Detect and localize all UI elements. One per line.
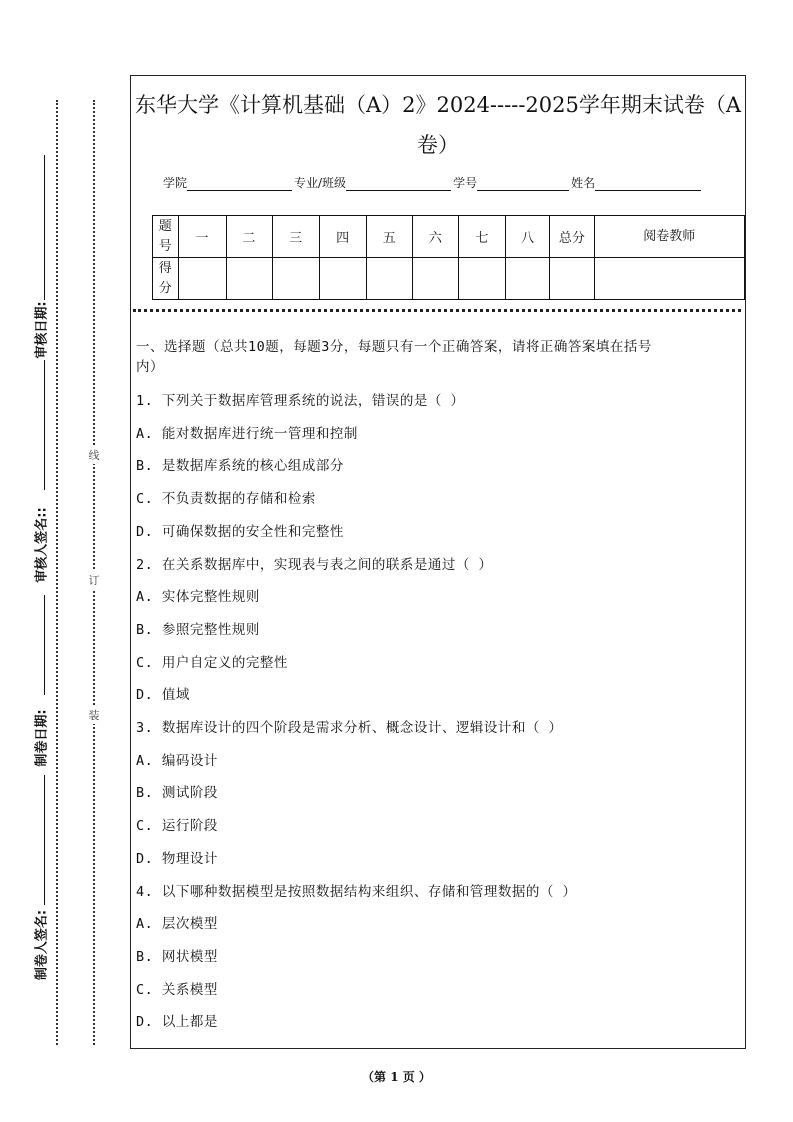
score-cell[interactable]	[505, 258, 549, 300]
col-header: 七	[458, 216, 505, 258]
score-cell[interactable]	[226, 258, 272, 300]
question-stem: 2. 在关系数据库中，实现表与表之间的联系是通过（ ）	[136, 556, 493, 573]
section-heading-cont: 内）	[136, 359, 164, 375]
dotted-separator	[133, 309, 741, 312]
answer-option: D. 可确保数据的安全性和完整性	[136, 523, 344, 540]
score-cell[interactable]	[458, 258, 505, 300]
score-cell[interactable]	[366, 258, 412, 300]
answer-option: B. 参照完整性规则	[136, 621, 260, 638]
name-input[interactable]	[595, 178, 701, 191]
answer-option: B. 网状模型	[136, 948, 218, 965]
col-header: 一	[178, 216, 226, 258]
signature-line	[44, 155, 45, 300]
exam-title-line1: 东华大学《计算机基础（A）2》2024-----2025学年期末试卷（A	[134, 93, 742, 117]
answer-option: B. 测试阶段	[136, 785, 218, 802]
signature-line	[44, 775, 45, 905]
answer-option: C. 运行阶段	[136, 818, 218, 835]
answer-option: A. 能对数据库进行统一管理和控制	[136, 425, 358, 442]
score-table-header-row	[153, 216, 745, 258]
field-label-id: 学号	[453, 176, 478, 190]
score-cell[interactable]	[594, 258, 744, 300]
signature-line	[44, 360, 45, 490]
binding-mark-staple: 订	[89, 571, 100, 589]
signature-line	[44, 595, 45, 695]
field-label-college: 学院	[163, 176, 188, 190]
answer-option: C. 不负责数据的存储和检索	[136, 491, 316, 508]
answer-option: D. 物理设计	[136, 850, 218, 867]
answer-option: A. 实体完整性规则	[136, 589, 260, 606]
exam-frame	[130, 75, 746, 1049]
answer-option: C. 用户自定义的完整性	[136, 654, 288, 671]
score-cell[interactable]	[412, 258, 458, 300]
score-table	[152, 215, 745, 300]
col-header: 总分	[550, 216, 594, 258]
col-header: 八	[505, 216, 549, 258]
answer-option: A. 层次模型	[136, 916, 218, 933]
answer-option: D. 以上都是	[136, 1014, 218, 1031]
col-header: 二	[226, 216, 272, 258]
col-header: 三	[272, 216, 319, 258]
row-label: 得分	[153, 258, 179, 300]
student-info-fields	[163, 174, 703, 191]
row-label: 题号	[153, 216, 179, 258]
binding-dotted-line-outer	[56, 100, 58, 1045]
field-label-major: 专业/班级	[294, 176, 347, 190]
score-cell[interactable]	[272, 258, 319, 300]
score-cell[interactable]	[178, 258, 226, 300]
review-date-label: 审核日期:	[34, 301, 50, 359]
question-stem: 1. 下列关于数据库管理系统的说法，错误的是（ ）	[136, 393, 465, 409]
page-number: （第 1 页 ）	[362, 1070, 431, 1084]
student-id-input[interactable]	[477, 178, 569, 191]
college-input[interactable]	[187, 178, 292, 191]
question-stem: 3. 数据库设计的四个阶段是需求分析、概念设计、逻辑设计和（ ）	[136, 720, 563, 736]
section-heading: 一、选择题（总共10题，每题3分，每题只有一个正确答案，请将正确答案填在括号	[136, 339, 652, 355]
col-header: 阅卷教师	[594, 216, 744, 258]
binding-mark-bind: 装	[89, 706, 100, 724]
make-date-label: 制卷日期:	[34, 709, 50, 767]
exam-title-line2: 卷）	[417, 133, 459, 157]
answer-option: D. 值域	[136, 687, 190, 704]
col-header: 四	[319, 216, 366, 258]
question-stem: 4. 以下哪种数据模型是按照数据结构来组织、存储和管理数据的（ ）	[136, 883, 577, 900]
answer-option: C. 关系模型	[136, 981, 218, 998]
col-header: 五	[366, 216, 412, 258]
score-cell[interactable]	[319, 258, 366, 300]
maker-sign-label: 制卷人签名:	[34, 909, 50, 981]
score-cell[interactable]	[550, 258, 594, 300]
major-class-input[interactable]	[346, 178, 451, 191]
field-label-name: 姓名	[571, 176, 596, 190]
col-header: 六	[412, 216, 458, 258]
answer-option: A. 编码设计	[136, 752, 218, 769]
answer-option: B. 是数据库系统的核心组成部分	[136, 458, 344, 475]
binding-mark-line: 线	[89, 446, 100, 464]
score-table-score-row	[153, 258, 745, 300]
reviewer-sign-label: 审核人签名::	[34, 507, 50, 583]
